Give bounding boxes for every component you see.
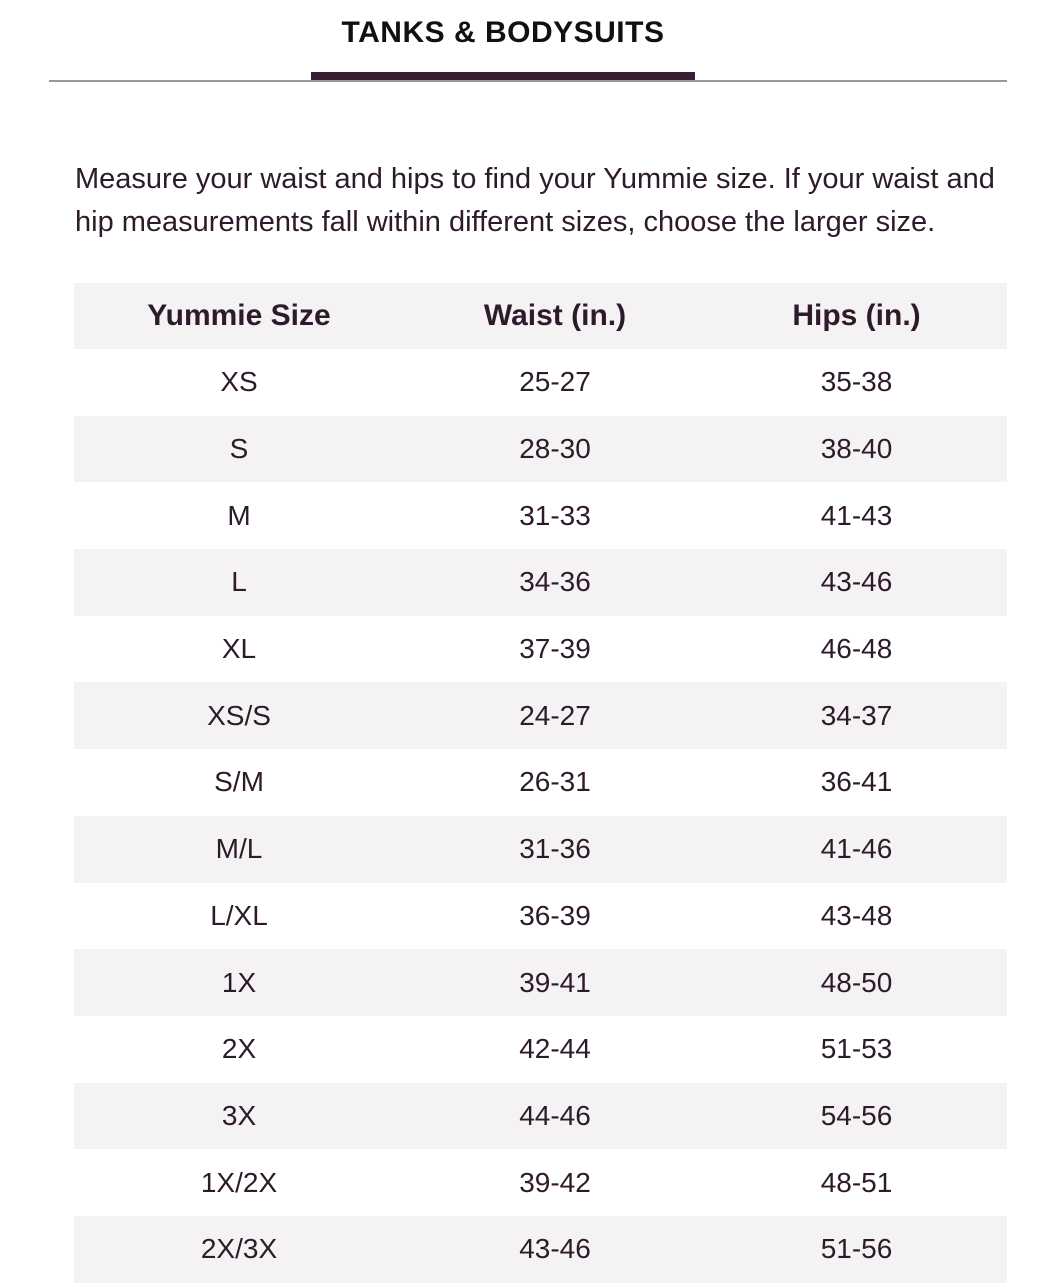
size-cell: S/M (214, 766, 264, 798)
size-cell: L (231, 566, 247, 598)
waist-cell: 24-27 (519, 699, 591, 731)
size-cell: M (227, 499, 251, 531)
table-row (74, 883, 1007, 950)
table-row (74, 1083, 1007, 1150)
waist-cell: 36-39 (519, 899, 591, 931)
table-row (74, 1016, 1007, 1083)
tab-tanks-bodysuits[interactable] (311, 0, 695, 80)
table-row (74, 682, 1007, 749)
size-instructions: Measure your waist and hips to find your Yummie size. If your waist and hip measurements fall within different sizes, choose the larger size. (75, 163, 995, 238)
hips-cell: 34-37 (820, 699, 893, 731)
table-row (74, 1216, 1007, 1283)
waist-cell: 31-36 (519, 833, 591, 865)
hips-cell: 48-51 (820, 1166, 893, 1198)
table-body (74, 349, 1007, 1283)
size-cell: 2X (221, 1033, 257, 1065)
size-cell: XL (221, 633, 257, 665)
hips-cell: 51-53 (820, 1033, 893, 1065)
table-row (74, 482, 1007, 549)
table-row (74, 616, 1007, 683)
waist-cell: 34-36 (519, 566, 591, 598)
hips-cell: 51-56 (820, 1233, 893, 1265)
waist-cell: 26-31 (519, 766, 591, 798)
header-yummie-size: Yummie Size (147, 299, 331, 332)
size-cell: 2X/3X (200, 1233, 278, 1265)
table-row (74, 816, 1007, 883)
hips-cell: 36-41 (820, 766, 893, 798)
header-hips: Hips (in.) (792, 299, 921, 332)
waist-cell: 39-42 (519, 1166, 591, 1198)
table-header-row (74, 283, 1007, 349)
table-row (74, 549, 1007, 616)
waist-cell: 39-41 (519, 966, 591, 998)
size-cell: XS/S (207, 699, 271, 731)
table-row (74, 416, 1007, 483)
size-cell: 1X/2X (200, 1166, 278, 1198)
table-row (74, 949, 1007, 1016)
waist-cell: 42-44 (519, 1033, 591, 1065)
hips-cell: 43-48 (820, 899, 893, 931)
table-row (74, 349, 1007, 416)
waist-cell: 28-30 (519, 433, 591, 465)
size-cell: L/XL (210, 899, 268, 931)
hips-cell: 48-50 (820, 966, 893, 998)
table-row (74, 1149, 1007, 1216)
hips-cell: 41-46 (820, 833, 893, 865)
size-chart-table (74, 283, 1007, 1283)
tab-label: TANKS & BODYSUITS (341, 16, 665, 49)
waist-cell: 43-46 (519, 1233, 591, 1265)
table-row (74, 749, 1007, 816)
waist-cell: 25-27 (519, 366, 591, 398)
size-cell: M/L (215, 833, 263, 865)
header-waist: Waist (in.) (483, 299, 627, 332)
size-cell: 3X (221, 1099, 257, 1131)
waist-cell: 31-33 (519, 499, 591, 531)
hips-cell: 38-40 (820, 433, 893, 465)
hips-cell: 41-43 (820, 499, 893, 531)
tab-bar (49, 0, 1007, 82)
hips-cell: 54-56 (820, 1099, 893, 1131)
hips-cell: 46-48 (820, 633, 893, 665)
active-tab-indicator (311, 72, 695, 80)
size-cell: XS (220, 366, 258, 398)
waist-cell: 37-39 (519, 633, 591, 665)
waist-cell: 44-46 (519, 1099, 591, 1131)
size-cell: 1X (221, 966, 257, 998)
hips-cell: 43-46 (820, 566, 893, 598)
size-cell: S (229, 433, 249, 465)
hips-cell: 35-38 (820, 366, 893, 398)
